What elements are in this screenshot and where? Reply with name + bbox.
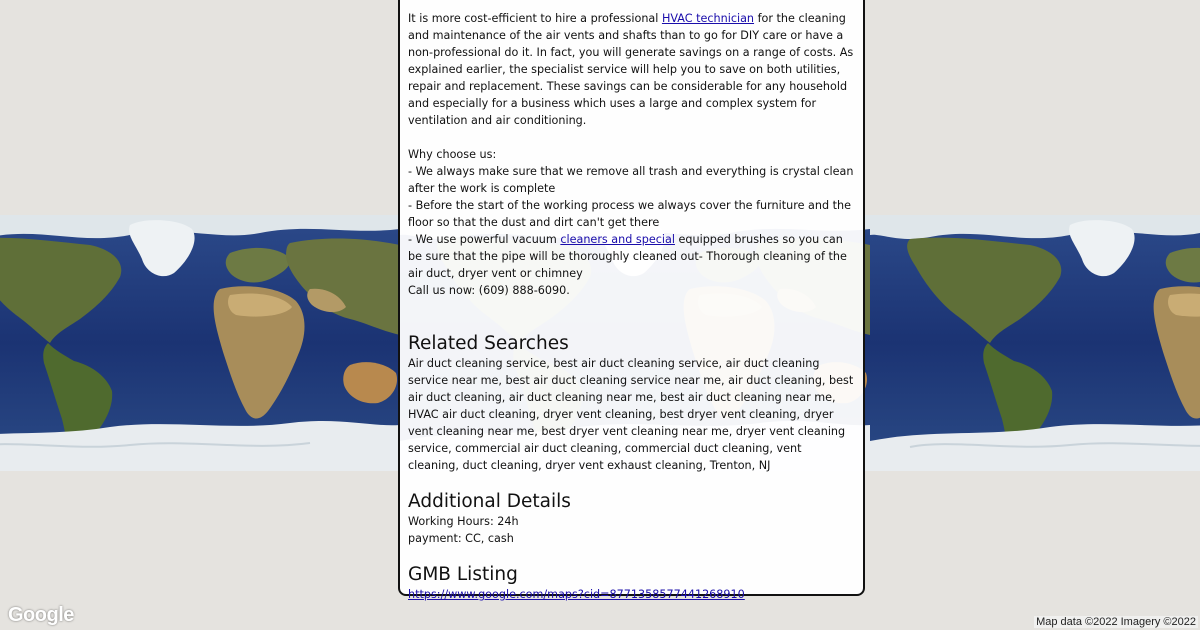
call-us-line: Call us now: (609) 888-6090. (408, 284, 570, 297)
intro-paragraph (408, 10, 855, 129)
bullet-trash: - We always make sure that we remove all trash and everything is crystal clean after the work is complete (408, 165, 854, 195)
hvac-technician-link[interactable]: HVAC technician (661, 12, 755, 25)
bullet-cover-furniture: - Before the start of the working process we always cover the furniture and the floor so that the dust and dirt can't get there (408, 199, 851, 229)
working-hours: Working Hours: 24h (408, 515, 519, 528)
intro-text-start: It is more cost-efficient to hire a professional (408, 12, 662, 25)
gmb-listing-heading: GMB Listing (408, 564, 518, 585)
why-choose-heading: Why choose us: (408, 148, 497, 161)
bullet-vacuum-text-start: - We use powerful vacuum (408, 233, 561, 246)
cleaners-and-special-link[interactable]: cleaners and special (560, 233, 675, 246)
bullet-vacuum-text-end: equipped brushes so you can be sure that the pipe will be thoroughly cleaned out- Thorough cleaning of the air duct, dryer vent or chimney (408, 233, 847, 280)
related-searches-text: Air duct cleaning service, best air duct cleaning service, air duct cleaning service near me, best air duct cleaning service near me, air duct cleaning, best air duct cleaning, air duct cleaning near me, best air duct cleaning near me, HVAC air duct cleaning, dryer vent cleaning, best dryer vent cleaning, dryer vent cleaning near me, best dryer vent cleaning near me, dryer vent cleaning service, commercial air duct cleaning, commercial duct cleaning, vent cleaning, duct cleaning, dryer vent exhaust cleaning, Trenton, NJ (408, 357, 854, 472)
map-attribution: Map data ©2022 Imagery ©2022 (1036, 616, 1196, 628)
related-searches-heading: Related Searches (408, 333, 569, 354)
google-logo[interactable]: Google (8, 604, 74, 626)
bullet-vacuum (408, 231, 855, 282)
payment-methods: payment: CC, cash (408, 532, 514, 545)
intro-text-end: for the cleaning and maintenance of the air vents and shafts than to go for DIY care or have a non-professional do it. In fact, you will generate savings on a range of costs. As explained earlier, the specialist service will help you to save on both utilities, repair and replacement. These savings can be considerable for any household and especially for a business which uses a large and complex system for ventilation and air conditioning. (408, 12, 854, 127)
gmb-listing-link[interactable]: https://www.google.com/maps?cid=8771358577441268910 (408, 588, 745, 601)
business-info-card (398, 0, 865, 601)
additional-details-heading: Additional Details (408, 491, 571, 512)
